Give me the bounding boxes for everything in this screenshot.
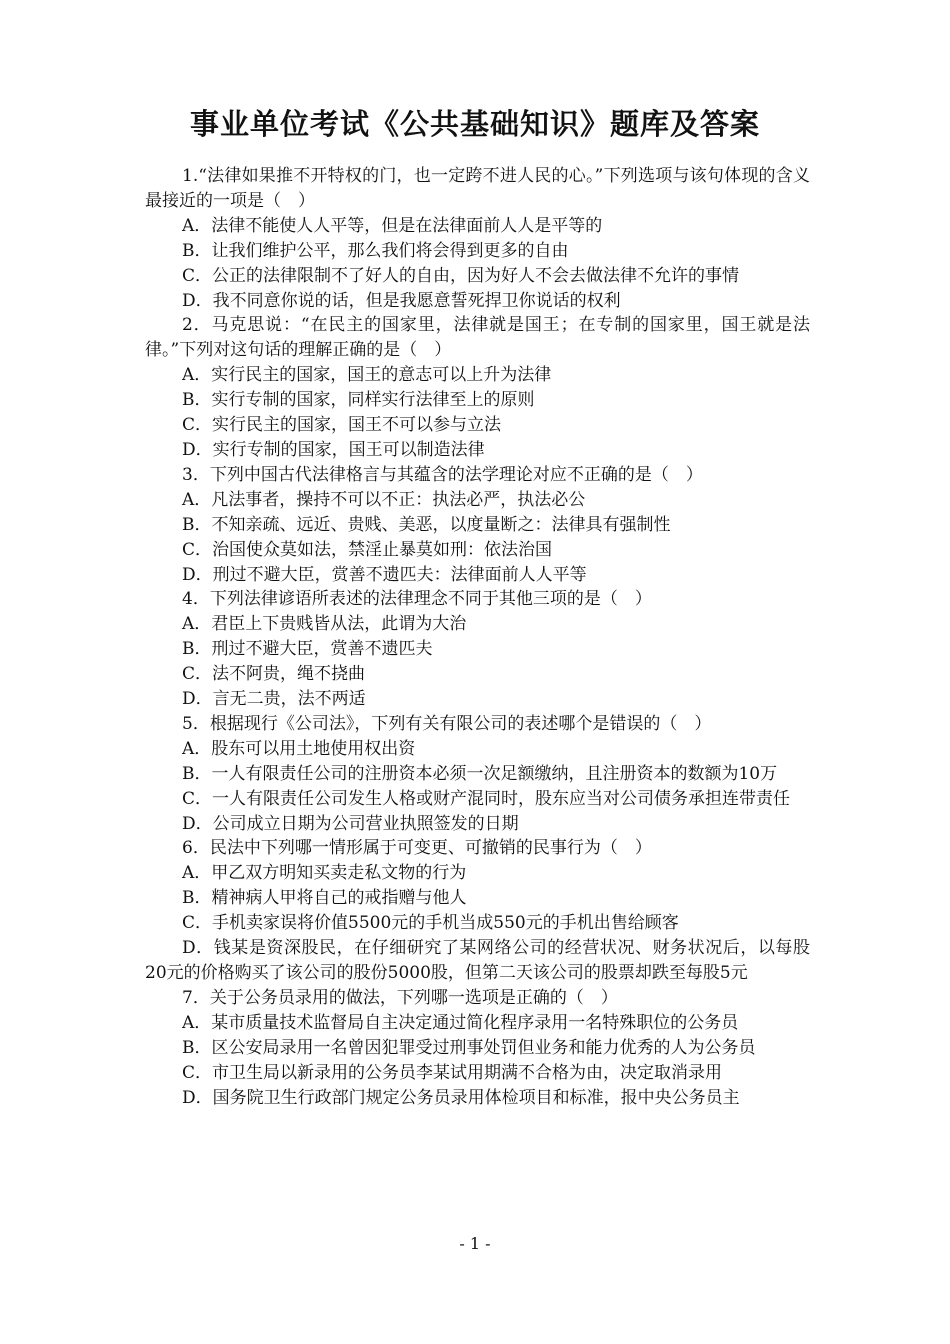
document-paragraph: A．凡法事者，操持不可以不正：执法必严，执法必公	[182, 489, 586, 510]
document-paragraph: B．让我们维护公平，那么我们将会得到更多的自由	[182, 240, 569, 261]
document-body	[145, 164, 810, 1110]
document-title: 事业单位考试《公共基础知识》题库及答案	[189, 107, 760, 141]
document-paragraph: A．实行民主的国家，国王的意志可以上升为法律	[182, 365, 552, 386]
document-paragraph: D．公司成立日期为公司营业执照签发的日期	[182, 813, 519, 834]
document-paragraph: B．区公安局录用一名曾因犯罪受过刑事处罚但业务和能力优秀的人为公务员	[182, 1037, 756, 1058]
document-paragraph: C．一人有限责任公司发生人格或财产混同时，股东应当对公司债务承担连带责任	[182, 788, 791, 809]
document-paragraph: B．一人有限责任公司的注册资本必须一次足额缴纳，且注册资本的数额为10万	[182, 763, 778, 784]
document-paragraph: B．实行专制的国家，同样实行法律至上的原则	[182, 390, 535, 411]
document-paragraph: 7．关于公务员录用的做法，下列哪一选项是正确的（ ）	[182, 987, 618, 1008]
document-paragraph: A．股东可以用土地使用权出资	[182, 738, 416, 759]
document-paragraph: C．手机卖家误将价值5500元的手机当成550元的手机出售给顾客	[182, 913, 679, 934]
document-paragraph: 4．下列法律谚语所表述的法律理念不同于其他三项的是（ ）	[182, 589, 652, 610]
document-paragraph: D．实行专制的国家，国王可以制造法律	[182, 439, 485, 460]
document-paragraph: C．治国使众莫如法，禁淫止暴莫如刑：依法治国	[182, 539, 553, 560]
document-paragraph: C．公正的法律限制不了好人的自由，因为好人不会去做法律不允许的事情	[182, 265, 740, 286]
document-paragraph: B．精神病人甲将自己的戒指赠与他人	[182, 888, 467, 909]
document-paragraph: C．市卫生局以新录用的公务员李某试用期满不合格为由，决定取消录用	[182, 1062, 723, 1083]
document-paragraph: 3．下列中国古代法律格言与其蕴含的法学理论对应不正确的是（ ）	[182, 464, 703, 485]
document-paragraph: D．国务院卫生行政部门规定公务员录用体检项目和标准，报中央公务员主	[182, 1087, 740, 1108]
document-paragraph: A．甲乙双方明知买卖走私文物的行为	[182, 863, 467, 884]
document-paragraph: C．法不阿贵，绳不挠曲	[182, 664, 366, 685]
document-paragraph: A．法律不能使人人平等，但是在法律面前人人是平等的	[182, 215, 603, 236]
document-paragraph: D．言无二贵，法不两适	[182, 689, 366, 710]
document-paragraph: D．我不同意你说的话，但是我愿意誓死捍卫你说话的权利	[182, 290, 621, 311]
document-paragraph: C．实行民主的国家，国王不可以参与立法	[182, 415, 502, 436]
document-paragraph: 5．根据现行《公司法》，下列有关有限公司的表述哪个是错误的（ ）	[182, 713, 712, 734]
document-paragraph: 1.“法律如果推不开特权的门，也一定跨不进人民的心。”下列选项与该句体现的含义最接近的一项是（ ）	[145, 166, 810, 211]
document-paragraph: D．刑过不避大臣，赏善不遗匹夫：法律面前人人平等	[182, 564, 587, 585]
document-paragraph: 2．马克思说：“在民主的国家里，法律就是国王；在专制的国家里，国王就是法律。”下列对这句话的理解正确的是（ ）	[145, 315, 810, 361]
document-paragraph: A．某市质量技术监督局自主决定通过简化程序录用一名特殊职位的公务员	[182, 1012, 739, 1033]
document-paragraph: A．君臣上下贵贱皆从法，此谓为大治	[182, 614, 467, 635]
document-paragraph: B．刑过不避大臣，赏善不遗匹夫	[182, 639, 433, 660]
document-paragraph: 6．民法中下列哪一情形属于可变更、可撤销的民事行为（ ）	[182, 838, 652, 859]
page-number: - 1 -	[459, 1234, 491, 1253]
document-paragraph: B．不知亲疏、远近、贵贱、美恶，以度量断之：法律具有强制性	[182, 514, 671, 535]
document-paragraph: D．钱某是资深股民，在仔细研究了某网络公司的经营状况、财务状况后，以每股20元的价格购买了该公司的股份5000股，但第二天该公司的股票却跌至每股5元	[145, 938, 810, 983]
